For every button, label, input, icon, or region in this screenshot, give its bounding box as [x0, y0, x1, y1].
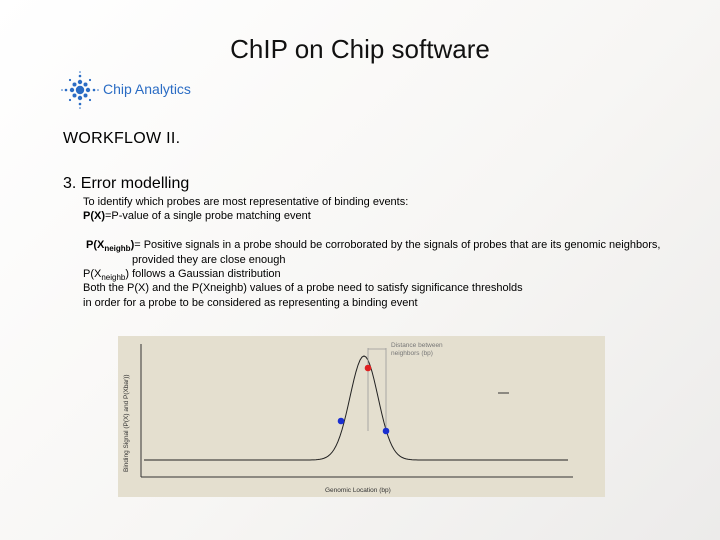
right-neighbor-probe-point — [383, 428, 390, 435]
px-label: P(X) — [83, 210, 105, 222]
workflow-heading: WORKFLOW II. — [63, 130, 181, 147]
pxneighb-definition: = Positive signals in a probe should be corroborated by the signals of probes that are its genomic neighbors, — [134, 239, 661, 251]
px-definition: =P-value of a single probe matching event — [105, 210, 311, 222]
body-line-5: $P(X_{neighb})$ follows a Gaussian distribution — [83, 268, 281, 283]
section-heading: 3. Error modelling — [63, 175, 190, 192]
body-line-4: provided they are close enough — [132, 254, 286, 266]
x-axis-label: Genomic Location (bp) — [325, 487, 391, 494]
logo-text: Chip Analytics — [103, 81, 191, 97]
peak-probe-point — [365, 365, 372, 372]
agilent-spark-logo — [60, 70, 100, 110]
body-line-7: in order for a probe to be considered as representing a binding event — [83, 297, 418, 309]
annotation-line-2: neighbors (bp) — [391, 350, 433, 357]
annotation-line-1: Distance between — [391, 342, 443, 349]
body-line-1: To identify which probes are most representative of binding events: — [83, 196, 409, 208]
slide-title: ChIP on Chip software — [230, 34, 490, 64]
left-neighbor-probe-point — [338, 418, 345, 425]
gaussian-curve — [144, 356, 568, 460]
pxneighb-label: $P(X_{neighb})$ — [86, 239, 135, 254]
body-line-3 — [86, 239, 660, 252]
body-line-2 — [83, 210, 311, 223]
binding-signal-figure — [118, 336, 605, 497]
y-axis-label: Binding Signal (P(X) and P(Xbar)) — [123, 374, 130, 472]
body-line-6: Both the P(X) and the P(Xneighb) values of a probe need to satisfy significance thresholds — [83, 282, 523, 294]
